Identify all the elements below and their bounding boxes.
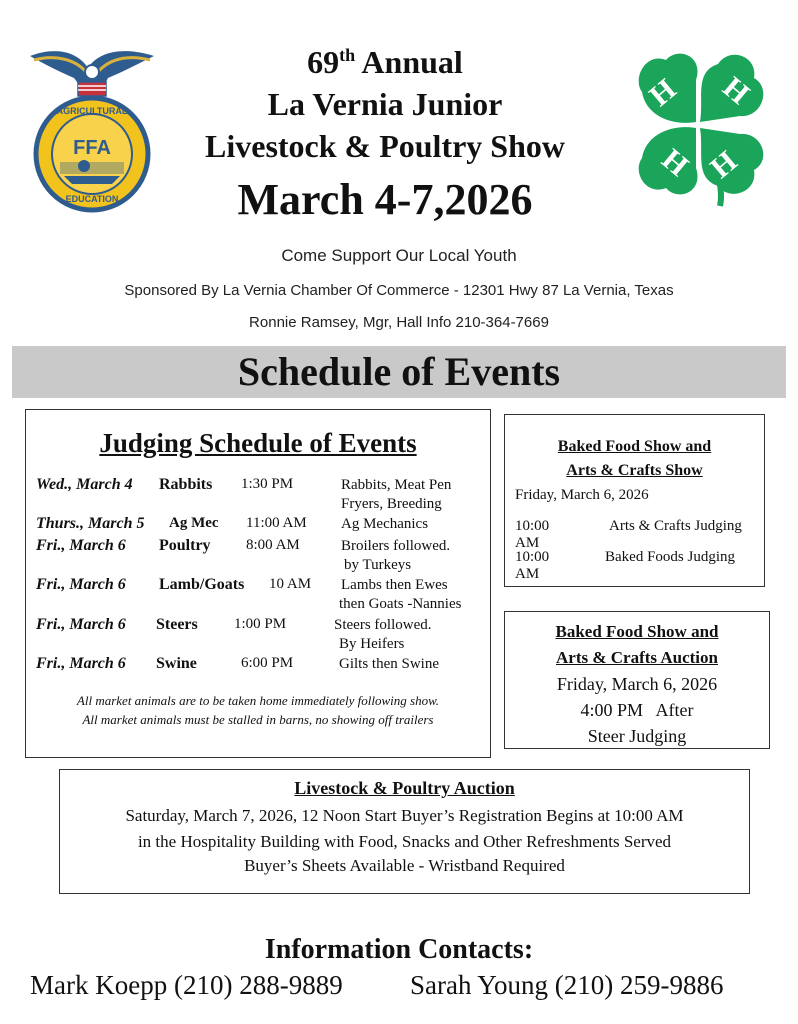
row-desc-2: then Goats -Nannies — [339, 596, 462, 612]
title-annual — [150, 44, 620, 81]
row-time: 8:00 AM — [246, 537, 300, 553]
row-time: 1:30 PM — [241, 476, 294, 492]
row-desc-1: Broilers followed. — [341, 538, 451, 554]
baked-show-box — [504, 414, 765, 587]
row-desc-1: Rabbits, Meat Pen — [341, 477, 452, 493]
row-desc-1: Steers followed. — [334, 617, 432, 633]
row-category: Lamb/Goats — [159, 576, 245, 593]
row-category: Swine — [156, 655, 197, 672]
clover-h-4: H — [704, 144, 744, 185]
baked-auction-title — [505, 619, 769, 671]
contact-sarah-young: Sarah Young (210) 259-9886 — [410, 970, 724, 1000]
row-day: Fri., March 6 — [36, 616, 126, 633]
judging-title: Judging Schedule of Events — [99, 428, 417, 458]
baked-show-title — [505, 435, 764, 483]
ffa-emblem-logo — [26, 42, 158, 214]
clover-h-1: H — [643, 72, 683, 113]
row-day: Thurs., March 5 — [36, 515, 145, 532]
eagle-icon — [30, 51, 154, 96]
baked-auction-time: 4:00 PM After — [580, 700, 694, 720]
baked-auction-date: Friday, March 6, 2026 — [556, 674, 718, 694]
row-desc-2: By Heifers — [339, 636, 405, 652]
baked-auction-title-2: Arts & Crafts Auction — [556, 648, 718, 667]
title-line-3: Livestock & Poultry Show — [205, 128, 565, 164]
livestock-auction-line-2: in the Hospitality Building with Food, Snacks and Other Refreshments Served — [137, 832, 672, 851]
row-desc-2: Fryers, Breeding — [341, 496, 442, 512]
row-category: Ag Mec — [169, 515, 219, 531]
row-category: Rabbits — [159, 476, 213, 493]
clover-h-2: H — [716, 70, 756, 111]
row-time: 10 AM — [269, 576, 312, 592]
livestock-auction-box — [59, 769, 750, 894]
baked-auction-details — [505, 671, 769, 749]
row-desc-1: Ag Mechanics — [341, 516, 429, 532]
row-time: 6:00 PM — [241, 655, 294, 671]
ordinal-number: 69 — [307, 44, 340, 80]
row-category: Poultry — [159, 537, 211, 554]
ffa-text: FFA — [73, 137, 111, 159]
baked-show-title-2: Arts & Crafts Show — [566, 462, 703, 479]
row-time: 11:00 AM — [246, 515, 307, 531]
row-desc-1: Lambs then Ewes — [341, 577, 448, 593]
title-line-2: La Vernia Junior — [267, 86, 503, 122]
baked-show-title-1: Baked Food Show and — [557, 438, 712, 455]
row-desc-1: Gilts then Swine — [339, 656, 439, 672]
baked-show-date: Friday, March 6, 2026 — [515, 487, 649, 503]
baked-auction-after: Steer Judging — [587, 726, 687, 746]
livestock-auction-line-3: Buyer’s Sheets Available - Wristband Required — [244, 856, 565, 875]
manager-line: Ronnie Ramsey, Mgr, Hall Info 210-364-7669 — [249, 314, 549, 331]
item-desc: Baked Foods Judging — [605, 549, 736, 565]
baked-auction-box — [504, 611, 770, 749]
judging-schedule-box — [25, 409, 491, 758]
livestock-auction-title: Livestock & Poultry Auction — [294, 778, 515, 798]
4h-clover-logo — [612, 38, 782, 210]
title-dates: March 4-7,2026 — [237, 175, 533, 224]
note-line-2: All market animals must be stalled in barns, no showing off trailers — [82, 712, 434, 727]
row-category: Steers — [156, 616, 198, 633]
ffa-ring-top-text: AGRICULTURAL — [56, 106, 128, 116]
contacts-title: Information Contacts: — [264, 934, 534, 965]
row-day: Wed., March 4 — [36, 476, 133, 493]
sponsor-line: Sponsored By La Vernia Chamber Of Commerce - 12301 Hwy 87 La Vernia, Texas — [124, 282, 674, 299]
note-line-1: All market animals are to be taken home immediately following show. — [76, 693, 440, 708]
row-day: Fri., March 6 — [36, 537, 126, 554]
baked-auction-title-1: Baked Food Show and — [555, 622, 719, 641]
row-time: 1:00 PM — [234, 616, 287, 632]
ordinal-suffix: th — [339, 45, 356, 65]
annual-word: Annual — [361, 44, 463, 80]
livestock-auction-line-1: Saturday, March 7, 2026, 12 Noon Start Buyer’s Registration Begins at 10:00 AM — [125, 806, 684, 825]
row-day: Fri., March 6 — [36, 655, 126, 672]
tagline: Come Support Our Local Youth — [281, 246, 517, 265]
item-time: 10:00 AM — [515, 549, 550, 582]
row-desc-2: by Turkeys — [344, 557, 412, 573]
contact-mark-koepp: Mark Koepp (210) 288-9889 — [30, 970, 343, 1000]
ffa-ring-bottom-text: EDUCATION — [65, 194, 119, 204]
row-day: Fri., March 6 — [36, 576, 126, 593]
clover-h-3: H — [655, 142, 695, 183]
item-time: 10:00 AM — [515, 518, 550, 551]
schedule-banner: Schedule of Events — [12, 346, 786, 398]
item-desc: Arts & Crafts Judging — [609, 518, 742, 534]
